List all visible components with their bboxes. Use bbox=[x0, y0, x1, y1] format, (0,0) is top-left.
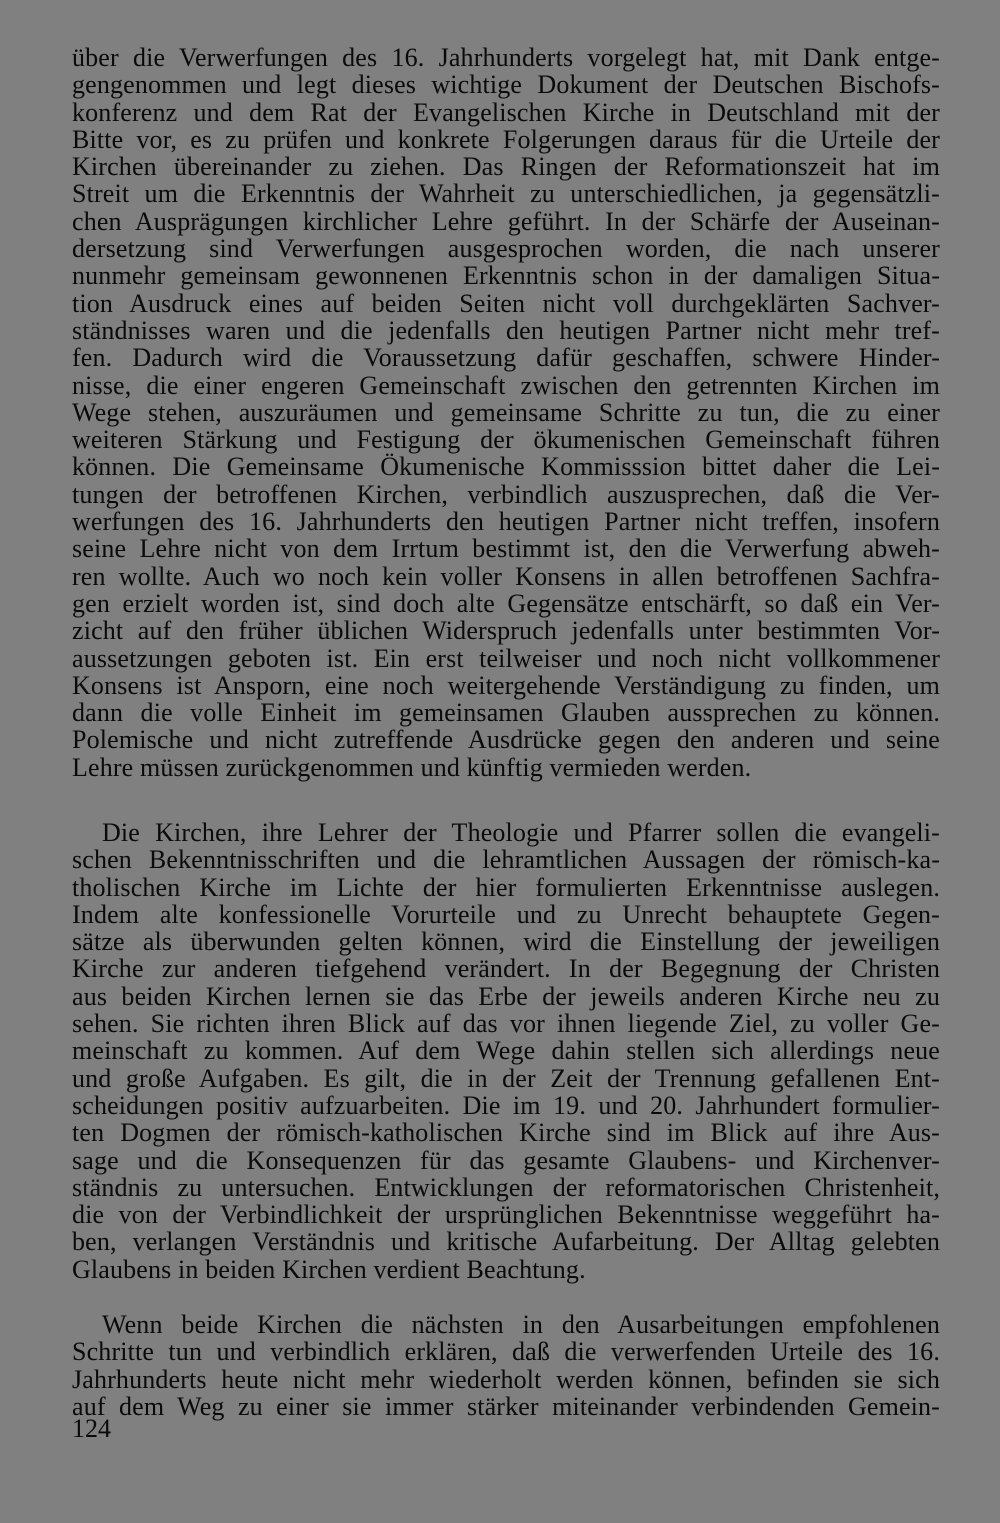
text-line: sehen. Sie richten ihren Blick auf das vor ihnen liegende Ziel, zu voller Ge- bbox=[72, 1009, 940, 1039]
text-line: und große Aufgaben. Es gilt, die in der Zeit der Trennung gefallenen Ent- bbox=[72, 1063, 940, 1093]
text-line: fen. Dadurch wird die Voraussetzung dafür geschaffen, schwere Hinder- bbox=[72, 343, 940, 373]
text-line: Schritte tun und verbindlich erklären, daß die verwerfenden Urteile des 16. bbox=[72, 1337, 940, 1367]
text-line: können. Die Gemeinsame Ökumenische Kommisssion bittet daher die Lei- bbox=[72, 452, 940, 482]
page-number: 124 bbox=[72, 1414, 111, 1443]
text-line: Streit um die Erkenntnis der Wahrheit zu unterschiedlichen, ja gegensätzli- bbox=[72, 179, 940, 209]
text-line: aus beiden Kirchen lernen sie das Erbe der jeweils anderen Kirche neu zu bbox=[72, 981, 940, 1011]
text-line: weiteren Stärkung und Festigung der ökumenischen Gemeinschaft führen bbox=[72, 425, 940, 455]
text-line: dann die volle Einheit im gemeinsamen Glauben aussprechen zu können. bbox=[72, 698, 940, 728]
text-line: scheidungen positiv aufzuarbeiten. Die im 19. und 20. Jahrhundert formulier- bbox=[72, 1090, 940, 1120]
text-line: ten Dogmen der römisch-katholischen Kirche sind im Blick auf ihre Aus- bbox=[72, 1118, 940, 1148]
text-line: aussetzungen geboten ist. Ein erst teilweiser und noch nicht vollkommener bbox=[72, 643, 940, 673]
text-line: über die Verwerfungen des 16. Jahrhunderts vorgelegt hat, mit Dank entge- bbox=[72, 43, 940, 72]
text-line: gengenommen und legt dieses wichtige Dokument der Deutschen Bischofs- bbox=[72, 70, 940, 100]
text-line: werfungen des 16. Jahrhunderts den heutigen Partner nicht treffen, insofern bbox=[72, 507, 940, 537]
text-line: tholischen Kirche im Lichte der hier formulierten Erkenntnisse auslegen. bbox=[72, 872, 940, 902]
text-line: Wege stehen, auszuräumen und gemeinsame Schritte zu tun, die zu einer bbox=[72, 397, 940, 427]
text-line: die von der Verbindlichkeit der ursprünglichen Bekenntnisse weggeführt ha- bbox=[72, 1200, 940, 1230]
text-line: konferenz und dem Rat der Evangelischen Kirche in Deutschland mit der bbox=[72, 97, 940, 127]
text-line: dersetzung sind Verwerfungen ausgesprochen worden, die nach unserer bbox=[72, 234, 940, 264]
text-line: ständnis zu untersuchen. Entwicklungen der reformatorischen Christenheit, bbox=[72, 1172, 940, 1202]
text-line: ständnisses waren und die jedenfalls den heutigen Partner nicht mehr tref- bbox=[72, 315, 940, 345]
text-line: seine Lehre nicht von dem Irrtum bestimmt ist, den die Verwerfung abweh- bbox=[72, 534, 940, 564]
paragraph-3 bbox=[72, 1311, 940, 1420]
paragraph-1 bbox=[72, 44, 940, 781]
text-line: Indem alte konfessionelle Vorurteile und zu Unrecht behauptete Gegen- bbox=[72, 899, 940, 929]
paragraph-2 bbox=[72, 819, 940, 1283]
text-line: Glaubens in beiden Kirchen verdient Beachtung. bbox=[72, 1254, 586, 1284]
text-line: Kirche zur anderen tiefgehend verändert. In der Begegnung der Christen bbox=[72, 954, 940, 984]
text-line: ren wollte. Auch wo noch kein voller Konsens in allen betroffenen Sachfra- bbox=[72, 561, 940, 591]
text-line: Konsens ist Ansporn, eine noch weitergehende Verständigung zu finden, um bbox=[72, 670, 940, 700]
text-line: Wenn beide Kirchen die nächsten in den Ausarbeitungen empfohlenen bbox=[102, 1310, 940, 1339]
text-line: Bitte vor, es zu prüfen und konkrete Folgerungen daraus für die Urteile der bbox=[72, 124, 940, 154]
text-line: gen erzielt worden ist, sind doch alte Gegensätze entschärft, so daß ein Ver- bbox=[72, 588, 940, 618]
text-line: sätze als überwunden gelten können, wird die Einstellung der jeweiligen bbox=[72, 927, 940, 957]
text-line: Polemische und nicht zutreffende Ausdrücke gegen den anderen und seine bbox=[72, 725, 940, 755]
text-line: Die Kirchen, ihre Lehrer der Theologie und Pfarrer sollen die evangeli- bbox=[102, 818, 940, 847]
text-line: Kirchen übereinander zu ziehen. Das Ringen der Reformationszeit hat im bbox=[72, 152, 940, 182]
text-line: meinschaft zu kommen. Auf dem Wege dahin stellen sich allerdings neue bbox=[72, 1036, 940, 1066]
text-line: nisse, die einer engeren Gemeinschaft zwischen den getrennten Kirchen im bbox=[72, 370, 940, 400]
book-page bbox=[72, 44, 940, 1484]
text-line: Jahrhunderts heute nicht mehr wiederholt werden können, befinden sie sich bbox=[72, 1364, 940, 1394]
text-line: auf dem Weg zu einer sie immer stärker miteinander verbindenden Gemein- bbox=[72, 1391, 940, 1421]
text-line: sage und die Konsequenzen für das gesamte Glaubens- und Kirchenver- bbox=[72, 1145, 940, 1175]
text-line: tungen der betroffenen Kirchen, verbindlich auszusprechen, daß die Ver- bbox=[72, 479, 940, 509]
text-line: Lehre müssen zurückgenommen und künftig vermieden werden. bbox=[72, 752, 752, 782]
text-line: schen Bekenntnisschriften und die lehramtlichen Aussagen der römisch-ka- bbox=[72, 845, 940, 875]
text-line: nunmehr gemeinsam gewonnenen Erkenntnis schon in der damaligen Situa- bbox=[72, 261, 940, 291]
text-line: chen Ausprägungen kirchlicher Lehre geführt. In der Schärfe der Auseinan- bbox=[72, 206, 940, 236]
text-line: ben, verlangen Verständnis und kritische Aufarbeitung. Der Alltag gelebten bbox=[72, 1227, 940, 1257]
text-line: zicht auf den früher üblichen Widerspruch jedenfalls unter bestimmten Vor- bbox=[72, 616, 940, 646]
text-line: tion Ausdruck eines auf beiden Seiten nicht voll durchgeklärten Sachver- bbox=[72, 288, 940, 318]
